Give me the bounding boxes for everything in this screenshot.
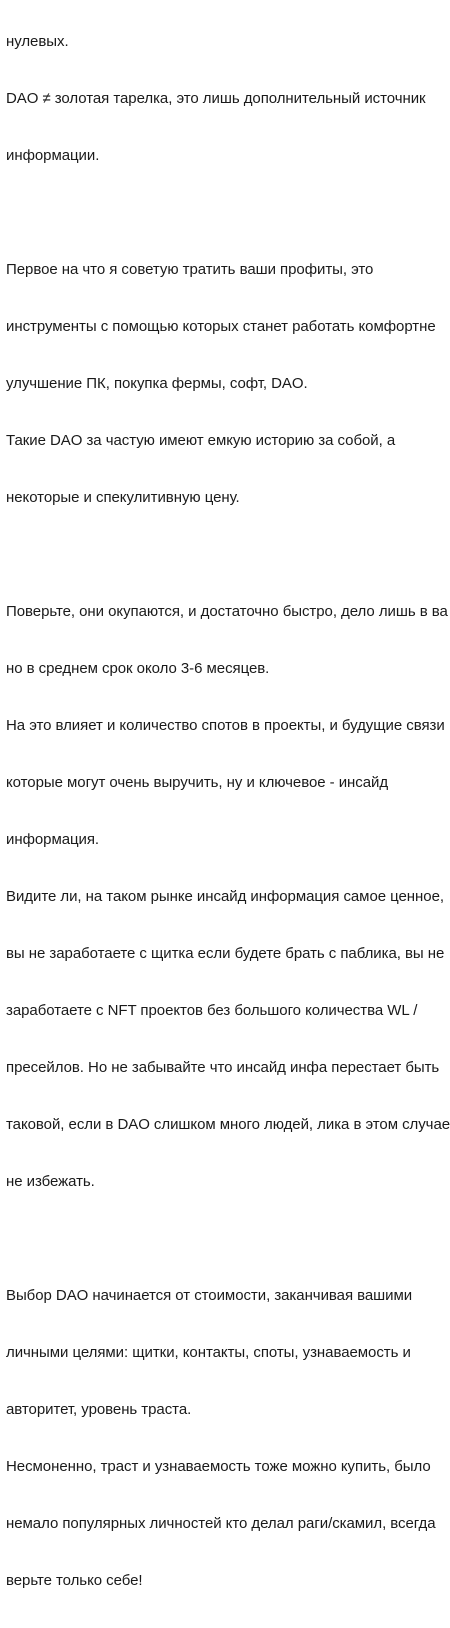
message-line: информации. bbox=[6, 147, 100, 164]
message-line: заработаете с NFT проектов без большого количества WL / bbox=[6, 1002, 418, 1019]
message-line: нулевых. bbox=[6, 33, 69, 50]
message-line: вы не заработаете с щитка если будете брать с паблика, вы не bbox=[6, 945, 445, 962]
paragraph-gap bbox=[6, 545, 414, 564]
message-line: авторитет, уровень траста. bbox=[6, 1401, 192, 1418]
message-line: информация. bbox=[6, 831, 100, 848]
message-line: инструменты с помощью которых станет работать комфортне bbox=[6, 318, 436, 335]
message-line: личными целями: щитки, контакты, споты, узнаваемость и bbox=[6, 1344, 411, 1361]
message-line: таковой, если в DAO слишком много людей, лика в этом случае bbox=[6, 1116, 450, 1133]
message-line: улучшение ПК, покупка фермы, софт, DAO. bbox=[6, 375, 308, 392]
message-line: Первое на что я советую тратить ваши профиты, это bbox=[6, 261, 374, 278]
message-line: пресейлов. Но не забывайте что инсайд инфа перестает быть bbox=[6, 1059, 440, 1076]
message-line: но в среднем срок около 3-6 месяцев. bbox=[6, 660, 270, 677]
paragraph-gap bbox=[6, 203, 414, 222]
message-line: верьте только себе! bbox=[6, 1572, 143, 1589]
message-line: На это влияет и количество спотов в проекты, и будущие связи bbox=[6, 717, 445, 734]
message-line: Такие DAO за частую имеют емкую историю за собой, а bbox=[6, 432, 396, 449]
message-line: Несмоненно, траст и узнаваемость тоже можно купить, было bbox=[6, 1458, 431, 1475]
message-line: Видите ли, на таком рынке инсайд информация самое ценное, bbox=[6, 888, 444, 905]
message-line: некоторые и спекулитивную цену. bbox=[6, 489, 240, 506]
message-line: немало популярных личностей кто делал раги/скамил, всегда bbox=[6, 1515, 436, 1532]
message-line: которые могут очень выручить, ну и ключевое - инсайд bbox=[6, 774, 389, 791]
message-line: Поверьте, они окупаются, и достаточно быстро, дело лишь в ва bbox=[6, 603, 448, 620]
message-line: DAO ≠ золотая тарелка, это лишь дополнительный источник bbox=[6, 90, 426, 107]
paragraph-gap bbox=[6, 1229, 414, 1248]
message-line: Выбор DAO начинается от стоимости, заканчивая вашими bbox=[6, 1287, 413, 1304]
message-line: не избежать. bbox=[6, 1173, 95, 1190]
